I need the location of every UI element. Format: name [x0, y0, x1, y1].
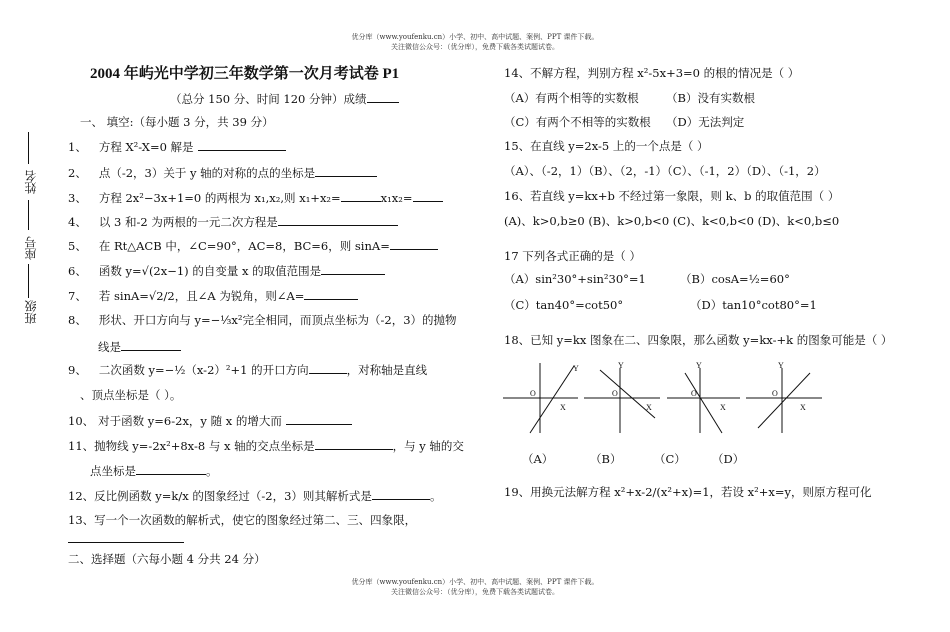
graph-c-x-label: X	[720, 403, 726, 412]
graph-b-y-label: Y	[618, 361, 624, 370]
question-15: 15、在直线 y=2x-5 上的一个点是（ ）	[504, 139, 709, 153]
graph-a-y-label: Y	[573, 364, 579, 373]
question-14: 14、不解方程，判别方程 x²-5x+3=0 的根的情况是（ ）	[504, 66, 800, 80]
graph-a-origin: O	[530, 389, 536, 398]
seat-label: 座号	[24, 236, 38, 260]
name-blank	[28, 132, 29, 164]
graph-a-line	[530, 366, 574, 433]
question-6: 6、 函数 y=√(2x−1) 的自变量 x 的取值范围是	[68, 262, 385, 279]
q17-option-a: （A）sin²30°+sin²30°=1	[504, 272, 646, 286]
question-1: 1、 方程 X²-X=0 解是	[68, 138, 286, 155]
graph-d-y-label: Y	[778, 361, 784, 370]
section1-heading: 一、 填空:（每小题 3 分，共 39 分）	[80, 115, 274, 129]
q18-label-d: （D）	[712, 452, 745, 466]
q18-label-a: （A）	[522, 452, 554, 466]
class-label: 班级	[24, 300, 38, 324]
q15-options: （A）、（-2，1）（B）、（2，-1）（C）、（-1，2）（D）、（-1，2）	[504, 164, 826, 178]
q17-option-d: （D）tan10°cot80°=1	[690, 298, 817, 312]
section2-heading: 二、选择题（六每小题 4 分共 24 分）	[68, 552, 266, 566]
graph-a-x-label: X	[560, 403, 566, 412]
question-7: 7、 若 sinA=√2/2，且∠A 为锐角，则∠A=	[68, 287, 358, 304]
name-label: 姓名	[24, 170, 38, 194]
watermark-bottom-line2: 关注微信公众号：（优分库），免费下载各类试题试卷。	[391, 588, 559, 596]
graph-b-origin: O	[612, 389, 618, 398]
graph-c-y-label: Y	[696, 361, 702, 370]
question-5: 5、 在 Rt△ACB 中，∠C=90°，AC=8，BC=6，则 sinA=	[68, 237, 438, 254]
page-title: 2004 年屿光中学初三年数学第一次月考试卷 P1	[90, 66, 400, 82]
q14-option-a: （A）有两个相等的实数根	[504, 91, 639, 105]
graph-d-line	[758, 373, 810, 428]
question-9-line2: 、顶点坐标是（ ）。	[80, 388, 182, 402]
graph-d-x-label: X	[800, 403, 806, 412]
question-13: 13、写一个一次函数的解析式，使它的图象经过第二、三、四象限，	[68, 513, 417, 527]
question-3: 3、 方程 2x²−3x+1=0 的两根为 x₁,x₂,则 x₁+x₂= x₁x₂=	[68, 189, 443, 206]
graph-b-x-label: X	[646, 403, 652, 412]
watermark-bottom-line1: 优分库（www.youfenku.cn）小学、初中、高中试题、案例、PPT 课件下载。	[351, 578, 599, 586]
q18-graphs	[500, 358, 830, 438]
q17-option-c: （C）tan40°=cot50°	[504, 298, 624, 312]
question-11: 11、抛物线 y=-2x²+8x-8 与 x 轴的交点坐标是 ，与 y 轴的交	[68, 439, 464, 453]
question-11-line2: 点坐标是 。	[90, 464, 218, 478]
question-10: 10、 对于函数 y=6-2x，y 随 x 的增大而	[68, 412, 352, 429]
q14-option-d: （D）无法判定	[666, 115, 745, 129]
q14-option-c: （C）有两个不相等的实数根	[504, 115, 651, 129]
class-blank	[28, 264, 29, 298]
watermark-top-line1: 优分库（www.youfenku.cn）小学、初中、高中试题、案例、PPT 课件下载。	[351, 33, 599, 41]
question-19: 19、用换元法解方程 x²+x-2/(x²+x)=1，若设 x²+x=y，则原方程可化	[504, 485, 872, 499]
question-18: 18、已知 y=kx 图象在二、四象限，那么函数 y=kx-+k 的图象可能是（ ）	[504, 333, 893, 347]
question-9: 9、 二次函数 y=−½（x-2）²+1 的开口方向 ，对称轴是直线	[68, 363, 428, 377]
question-16: 16、若直线 y=kx+b 不经过第一象限，则 k、b 的取值范围（ ）	[504, 189, 840, 203]
seat-blank	[28, 200, 29, 230]
question-4: 4、 以 3 和-2 为两根的一元二次方程是	[68, 213, 398, 230]
graph-c-line	[685, 373, 722, 433]
page-subtitle: （总分 150 分、时间 120 分钟）成绩	[170, 90, 399, 107]
q14-option-b: （B）没有实数根	[666, 91, 755, 105]
q16-options: (A)、k>0,b≥0 (B)、k>0,b<0 (C)、k<0,b<0 (D)、k<0,b≤0	[504, 214, 840, 228]
q18-label-c: （C）	[654, 452, 686, 466]
watermark-top-line2: 关注微信公众号：（优分库），免费下载各类试题试卷。	[391, 43, 559, 51]
q17-option-b: （B）cosA=½=60°	[680, 272, 790, 286]
question-8: 8、 形状、开口方向与 y=−⅓x²完全相同，而顶点坐标为（-2，3）的抛物	[68, 313, 457, 327]
question-12: 12、反比例函数 y=k/x 的图象经过（-2，3）则其解析式是 。	[68, 489, 442, 503]
question-8-line2: 线是	[98, 338, 181, 355]
question-2: 2、 点（-2，3）关于 y 轴的对称的点的坐标是	[68, 164, 377, 181]
q18-label-b: （B）	[590, 452, 622, 466]
question-13-answer-line	[68, 538, 184, 543]
graph-c-origin: O	[691, 389, 697, 398]
graph-d-origin: O	[772, 389, 778, 398]
question-17: 17 下列各式正确的是（ ）	[504, 249, 641, 263]
